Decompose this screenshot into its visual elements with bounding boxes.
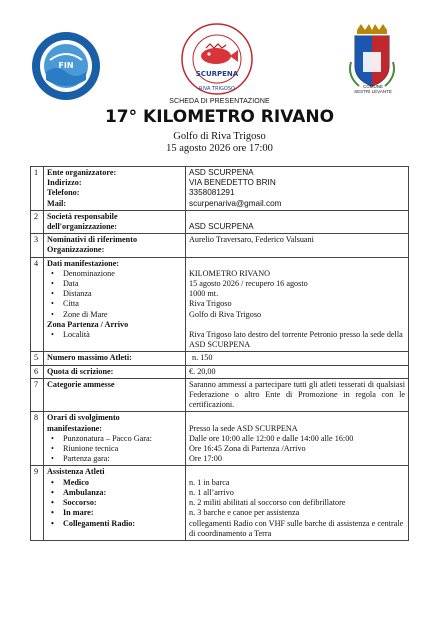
value-medico: n. 1 in barca: [189, 477, 230, 487]
orari-list: [47, 434, 182, 465]
list-item: • Punzonatura – Pacco Gara:: [63, 434, 182, 444]
comune-caption: [340, 84, 406, 94]
value-radio: collegamenti Radio con VHF sulle barche di assistenza e centrale di coordinamento a Terra: [189, 518, 404, 538]
value-citta: Riva Trigoso: [189, 299, 232, 309]
value-localita: Riva Trigoso lato destro del torrente Petronio presso la sede della ASD SCURPENA: [189, 330, 403, 350]
list-item: • Citta: [63, 299, 182, 309]
value-distanza: 1000 mt.: [189, 289, 219, 299]
label-orari-2: manifestazione:: [47, 423, 103, 433]
row-number: 6: [31, 365, 44, 378]
value-ambulanza: n. 1 all’arrivo: [189, 487, 234, 497]
localita-list: [47, 330, 182, 340]
table-row: [31, 365, 409, 378]
value-denominazione: KILOMETRO RIVANO: [189, 268, 271, 278]
table-row: [31, 167, 409, 211]
event-date: 15 agosto 2026 ore 17:00: [166, 143, 273, 154]
scurpena-logo: [180, 22, 254, 96]
list-item: • Soccorso:: [63, 498, 182, 508]
list-item: • Partenza gara:: [63, 454, 182, 464]
scheda-label: SCHEDA DI PRESENTAZIONE: [169, 98, 270, 105]
row-number: 8: [31, 412, 44, 466]
row-label: [44, 466, 186, 540]
row-label: [44, 234, 186, 257]
label-assistenza: Assistenza Atleti: [47, 467, 105, 477]
table-row: [31, 257, 409, 352]
row-number: 4: [31, 257, 44, 352]
row-number: 2: [31, 210, 44, 233]
value-quota: €. 20,00: [189, 366, 216, 376]
list-item: • In mare:: [63, 508, 182, 518]
value-soccorso: n. 2 militi abilitati al soccorso con defibrillatore: [189, 498, 346, 508]
row-value: [186, 210, 409, 233]
list-item: • Collegamenti Radio:: [63, 519, 182, 529]
label-nominativi-2: Organizzazione:: [47, 245, 105, 255]
value-sede: Presso la sede ASD SCURPENA: [189, 423, 298, 433]
row-number: 1: [31, 167, 44, 211]
row-label: [44, 412, 186, 466]
table-row: [31, 378, 409, 412]
document-header: [0, 98, 439, 155]
federation-logo-center: FIN: [58, 61, 74, 70]
comune-caption-line1: COMUNE: [363, 84, 383, 89]
table-row: [31, 352, 409, 365]
label-indirizzo: Indirizzo:: [47, 178, 82, 188]
table-row: [31, 234, 409, 257]
row-value: [186, 378, 409, 412]
comune-caption-line2: SESTRI LEVANTE: [354, 89, 392, 94]
list-item: • Ambulanza:: [63, 488, 182, 498]
page-subtitle: Golfo di Riva Trigoso: [173, 131, 266, 142]
row-label: [44, 167, 186, 211]
label-zona: Zona Partenza / Arrivo: [47, 319, 129, 329]
row-value: [186, 412, 409, 466]
scurpena-logo-place: RIVA TRIGOSO: [199, 86, 235, 92]
info-table: [30, 166, 409, 541]
row-value: [186, 365, 409, 378]
row-label: Categorie ammesse: [44, 378, 186, 412]
federation-logo: [30, 30, 102, 102]
label-societa-2: dell'organizzazione:: [47, 222, 118, 232]
page-title: 17° KILOMETRO RIVANO: [104, 107, 335, 127]
dati-list: [47, 269, 182, 320]
value-telefono: 3358081291: [189, 188, 235, 198]
assistenza-list: [47, 478, 182, 529]
value-zone-mare: Golfo di Riva Trigoso: [189, 309, 262, 319]
table-row: [31, 466, 409, 540]
row-label: Numero massimo Atleti:: [44, 352, 186, 365]
scurpena-logo-name: SCURPENA: [195, 70, 239, 78]
row-value: [186, 466, 409, 540]
label-ente: Ente organizzatore:: [47, 168, 117, 177]
list-item: • Denominazione: [63, 269, 182, 279]
list-item: • Riunione tecnica: [63, 444, 182, 454]
label-telefono: Telefono:: [47, 188, 80, 198]
row-value: [186, 257, 409, 352]
row-value: [186, 352, 409, 365]
list-item: • Località: [63, 330, 182, 340]
value-indirizzo: VIA BENEDETTO BRIN: [189, 178, 276, 188]
value-riunione: Ore 16:45 Zona di Partenza /Arrivo: [189, 444, 306, 454]
row-label: [44, 257, 186, 352]
value-societa: ASD SCURPENA: [189, 222, 254, 232]
value-punzonatura: Dalle ore 10:00 alle 12:00 e dalle 14:00 alle 16:00: [189, 433, 354, 443]
row-value: [186, 167, 409, 211]
label-mail: Mail:: [47, 198, 67, 208]
value-ente: ASD SCURPENA: [189, 168, 254, 177]
value-categorie: Saranno ammessi a partecipare tutti gli atleti tesserati di qualsiasi Federazione o altro Ente di Promozione in regola con le certificazioni.: [189, 379, 405, 410]
label-societa-1: Società responsabile: [47, 211, 118, 221]
value-in-mare: n. 3 barche e canoe per assistenza: [189, 508, 300, 518]
value-atleti: n. 150: [192, 353, 213, 363]
table-row: [31, 412, 409, 466]
list-item: • Distanza: [63, 289, 182, 299]
row-number: 3: [31, 234, 44, 257]
label-orari-1: Orari di svolgimento: [47, 413, 120, 423]
list-item: • Zone di Mare: [63, 310, 182, 320]
row-label: [44, 210, 186, 233]
row-number: 7: [31, 378, 44, 412]
value-mail: scurpenariva@gmail.com: [189, 198, 282, 208]
row-number: 9: [31, 466, 44, 540]
list-item: • Medico: [63, 478, 182, 488]
value-partenza: Ore 17:00: [189, 454, 222, 464]
value-data: 15 agosto 2026 / recupero 16 agosto: [189, 279, 308, 289]
table-row: [31, 210, 409, 233]
label-nominativi-1: Nominativi di riferimento: [47, 235, 138, 245]
row-number: 5: [31, 352, 44, 365]
list-item: • Data: [63, 279, 182, 289]
value-nominativi: Aurelio Traversaro, Federico Valsuani: [189, 235, 314, 245]
label-dati: Dati manifestazione:: [47, 258, 120, 268]
row-value: [186, 234, 409, 257]
row-label: Quota di scrizione:: [44, 365, 186, 378]
logo-bar: [0, 0, 439, 100]
